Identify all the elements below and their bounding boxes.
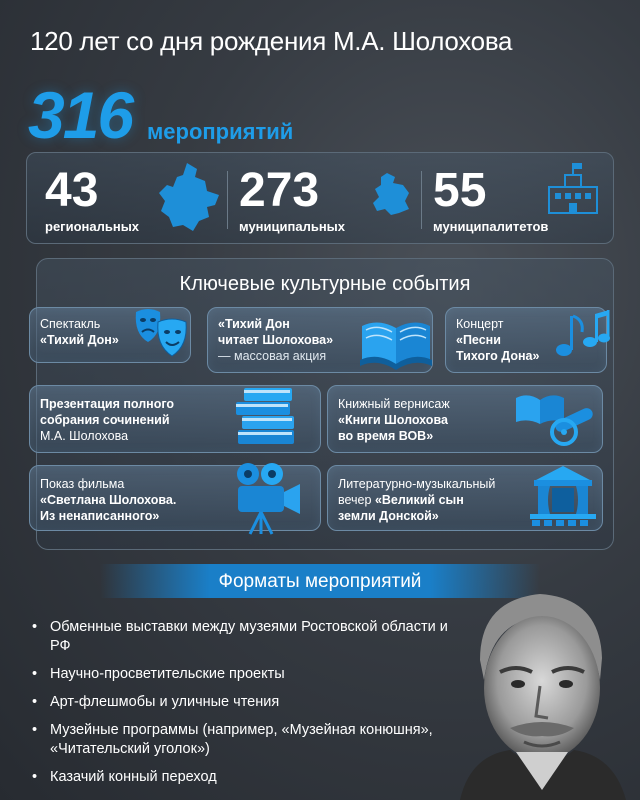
- event-card-line: «Песни: [456, 333, 501, 347]
- list-item: • Научно-просветительские проекты: [30, 665, 470, 684]
- key-events-panel: [36, 258, 614, 550]
- stat-regional-label: региональных: [45, 219, 140, 234]
- event-card-line: вечер: [338, 493, 375, 507]
- event-card-line: «Книги Шолохова: [338, 413, 448, 427]
- event-card-line: Спектакль: [40, 317, 101, 331]
- stat-municipalities: [433, 153, 611, 243]
- list-item: • Музейные программы (например, «Музейная конюшня», «Читательский уголок»): [30, 721, 470, 759]
- page-title: 120 лет со дня рождения М.А. Шолохова: [30, 26, 513, 56]
- event-card-line: Концерт: [456, 317, 504, 331]
- stat-regional-number: 43: [45, 164, 99, 217]
- region-map-icon: [157, 161, 223, 233]
- theatre-masks-icon: [130, 304, 194, 366]
- event-card-presentation: [29, 385, 321, 453]
- event-card-reading-action: [207, 307, 433, 373]
- stat-municipal-label: муниципальных: [239, 219, 346, 234]
- theatre-stage-icon: [528, 464, 598, 528]
- formats-title: Форматы мероприятий: [218, 571, 422, 592]
- event-card-line: «Тихий Дон: [218, 317, 290, 331]
- event-card-line: — массовая акция: [218, 349, 327, 363]
- event-card-literary-evening: [327, 465, 603, 531]
- event-card-line: Литературно-музыкальный: [338, 477, 496, 491]
- list-item: • Арт-флешмобы и уличные чтения: [30, 693, 470, 712]
- list-item: • Обменные выставки между музеями Ростовской области и РФ: [30, 618, 470, 656]
- event-card-line: во время ВОВ»: [338, 429, 434, 443]
- stats-panel: [26, 152, 614, 244]
- event-card-line: Книжный вернисаж: [338, 397, 450, 411]
- event-card-book-exhibition: [327, 385, 603, 453]
- event-card-line: читает Шолохова»: [218, 333, 334, 347]
- event-card-line: «Тихий Дон»: [40, 333, 119, 347]
- total-events-label: мероприятий: [147, 119, 294, 144]
- event-card-line: «Великий сын: [374, 493, 464, 507]
- key-events-title: Ключевые культурные события: [179, 273, 471, 295]
- stat-regional: [45, 153, 225, 243]
- book-cannon-icon: [514, 384, 602, 450]
- event-card-line: собрания сочинений: [40, 413, 170, 427]
- event-card-line: земли Донской»: [338, 509, 439, 523]
- event-card-film: [29, 465, 321, 531]
- sholokhov-portrait: [440, 580, 640, 800]
- stat-municipalities-label: муниципалитетов: [433, 219, 549, 234]
- open-book-icon: [358, 308, 434, 370]
- stat-municipalities-number: 55: [433, 164, 487, 217]
- film-camera-icon: [226, 460, 306, 536]
- stat-municipal-number: 273: [239, 164, 320, 217]
- event-card-line: М.А. Шолохова: [40, 429, 129, 443]
- event-card-line: Показ фильма: [40, 477, 125, 491]
- municipality-map-icon: [369, 171, 413, 217]
- event-card-line: Презентация полного: [40, 397, 175, 411]
- total-events-number: 316: [28, 78, 133, 152]
- event-card-line: Из ненаписанного»: [40, 509, 160, 523]
- city-building-icon: [545, 161, 601, 217]
- stat-municipal: [239, 153, 419, 243]
- formats-list: [30, 618, 470, 796]
- list-item: • Казачий конный переход: [30, 768, 470, 787]
- event-card-line: Тихого Дона»: [456, 349, 540, 363]
- stat-divider: [227, 171, 228, 229]
- stat-divider: [421, 171, 422, 229]
- music-notes-icon: [552, 302, 610, 370]
- event-card-play: [29, 307, 191, 363]
- event-card-concert: [445, 307, 607, 373]
- event-card-line: «Светлана Шолохова.: [40, 493, 177, 507]
- book-stack-icon: [232, 382, 302, 452]
